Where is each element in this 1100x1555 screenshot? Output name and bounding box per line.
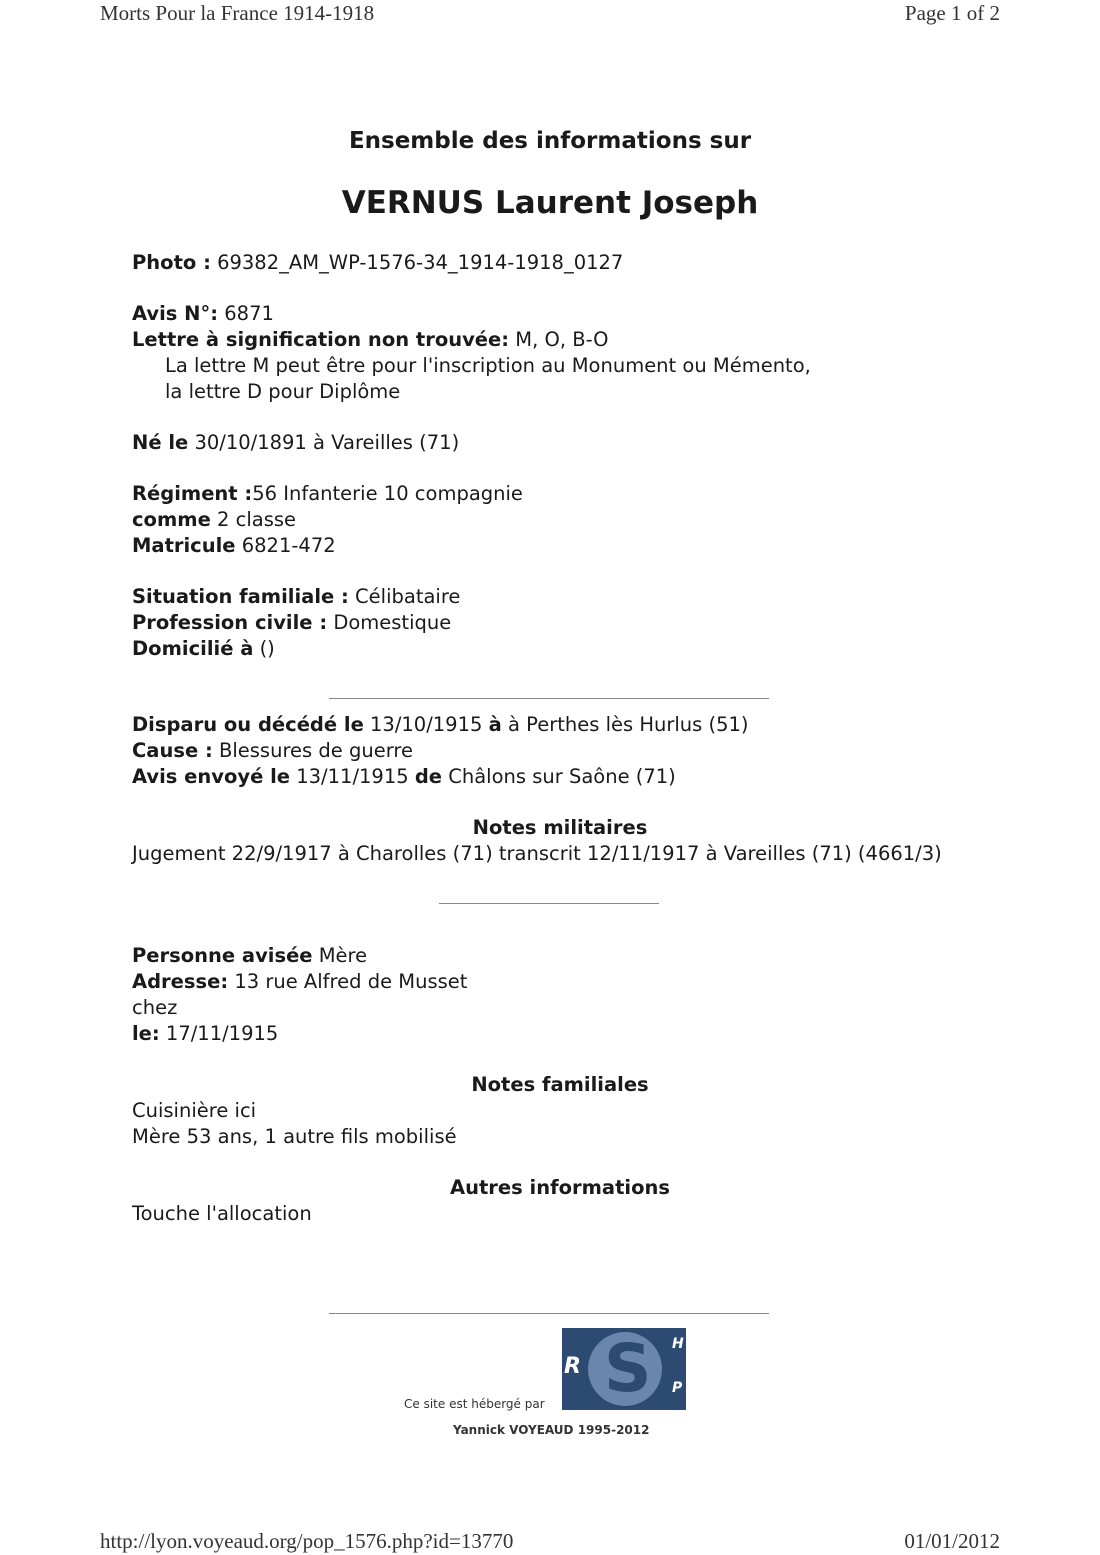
deces-label: Disparu ou décédé le (132, 713, 364, 736)
deces-a: à (488, 713, 502, 736)
notes-militaires-text: Jugement 22/9/1917 à Charolles (71) transcrit 12/11/1917 à Vareilles (71) (4661/3) (132, 842, 942, 865)
avis-envoye-place: Châlons sur Saône (71) (442, 765, 676, 788)
photo-label: Photo : (132, 251, 211, 274)
print-footer-url: http://lyon.voyeaud.org/pop_1576.php?id=13770 (100, 1529, 514, 1553)
deces-place: à Perthes lès Hurlus (51) (501, 713, 749, 736)
situation-line (132, 584, 460, 610)
author-credit: Yannick VOYEAUD 1995-2012 (453, 1423, 650, 1437)
page-title: VERNUS Laurent Joseph (341, 185, 759, 221)
domicile-label: Domicilié à (132, 637, 254, 660)
photo-line (132, 250, 623, 276)
personne-line (132, 943, 367, 969)
adresse-value: 13 rue Alfred de Musset (228, 970, 468, 993)
notes-familiales-line-2: Mère 53 ans, 1 autre fils mobilisé (132, 1125, 457, 1148)
notes-familiales-title: Notes familiales (471, 1073, 649, 1096)
logo-h: H (672, 1336, 684, 1352)
profession-value: Domestique (327, 611, 452, 634)
regiment-label: Régiment : (132, 482, 253, 505)
avis-envoye-label: Avis envoyé le (132, 765, 291, 788)
matricule-label: Matricule (132, 534, 236, 557)
personne-label: Personne avisée (132, 944, 313, 967)
le-label: le: (132, 1022, 160, 1045)
personne-value: Mère (312, 944, 368, 967)
le-value: 17/11/1915 (159, 1022, 279, 1045)
divider-1 (329, 698, 769, 699)
comme-label: comme (132, 508, 211, 531)
lettre-note-2: la lettre D pour Diplôme (165, 380, 401, 403)
notes-familiales-line-1: Cuisinière ici (132, 1099, 257, 1122)
matricule-value: 6821-472 (235, 534, 336, 557)
profession-line (132, 610, 451, 636)
hosted-by-text: Ce site est hébergé par (404, 1397, 545, 1411)
page-subtitle: Ensemble des informations sur (348, 128, 752, 154)
avis-label: Avis N°: (132, 302, 219, 325)
photo-value: 69382_AM_WP-1576-34_1914-1918_0127 (210, 251, 624, 274)
situation-label: Situation familiale : (132, 585, 349, 608)
adresse-line (132, 969, 467, 995)
print-header-title: Morts Pour la France 1914-1918 (100, 1, 375, 25)
naissance-line (132, 430, 459, 456)
cause-line (132, 738, 413, 764)
domicile-line (132, 636, 275, 662)
cause-label: Cause : (132, 739, 213, 762)
regiment-value: 56 Infanterie 10 compagnie (252, 482, 523, 505)
cause-value: Blessures de guerre (212, 739, 413, 762)
comme-line (132, 507, 296, 533)
autres-informations-title: Autres informations (450, 1176, 670, 1199)
comme-value: 2 classe (210, 508, 297, 531)
deces-line (132, 712, 749, 738)
regiment-line (132, 481, 523, 507)
lettre-line (132, 327, 609, 353)
adresse-label: Adresse: (132, 970, 229, 993)
notes-militaires-title: Notes militaires (472, 816, 648, 839)
divider-3 (329, 1313, 769, 1314)
matricule-line (132, 533, 336, 559)
le-line (132, 1021, 278, 1047)
rshp-logo (562, 1328, 686, 1410)
print-footer-date: 01/01/2012 (904, 1529, 1000, 1553)
deces-date: 13/10/1915 (363, 713, 489, 736)
lettre-label: Lettre à signification non trouvée: (132, 328, 510, 351)
autres-informations-text: Touche l'allocation (132, 1202, 312, 1225)
logo-r: R (564, 1354, 581, 1379)
avis-line (132, 301, 274, 327)
naissance-label: Né le (132, 431, 189, 454)
avis-envoye-date: 13/11/1915 (290, 765, 415, 788)
avis-value: 6871 (218, 302, 274, 325)
logo-p: P (672, 1380, 683, 1396)
lettre-value: M, O, B-O (509, 328, 609, 351)
logo-s: S (604, 1330, 652, 1407)
domicile-value: () (253, 637, 275, 660)
lettre-note-1: La lettre M peut être pour l'inscription au Monument ou Mémento, (165, 354, 811, 377)
profession-label: Profession civile : (132, 611, 328, 634)
naissance-value: 30/10/1891 à Vareilles (71) (188, 431, 460, 454)
chez-line: chez (132, 996, 178, 1019)
avis-envoye-line (132, 764, 676, 790)
situation-value: Célibataire (348, 585, 461, 608)
avis-envoye-de: de (414, 765, 443, 788)
divider-2 (439, 903, 659, 904)
print-header-page: Page 1 of 2 (904, 1, 1000, 25)
